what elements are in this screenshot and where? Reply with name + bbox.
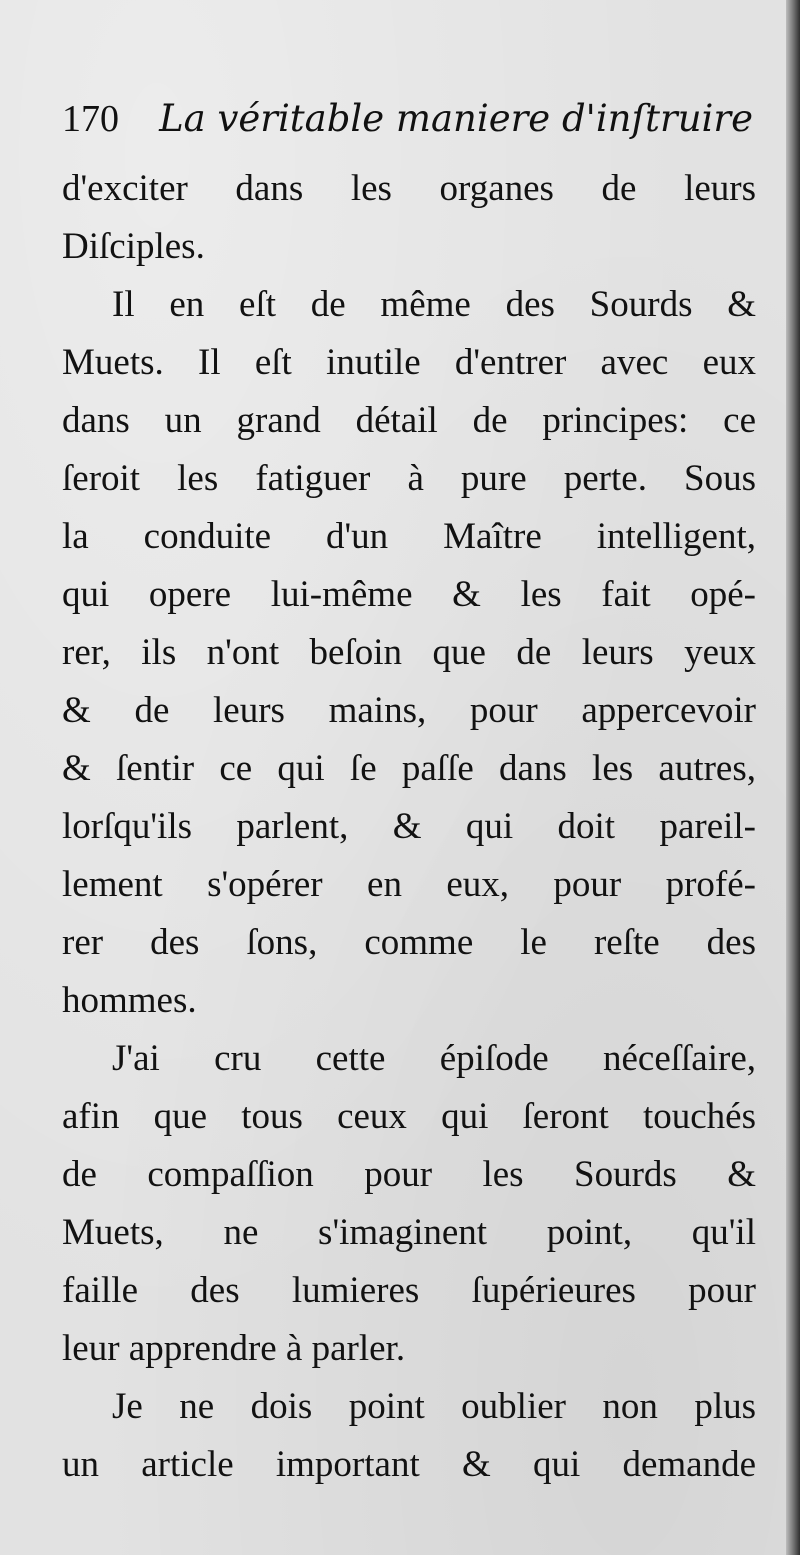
text-line: Muets, ne s'imaginent point, qu'il — [62, 1212, 756, 1253]
text-line: leur apprendre à parler. — [62, 1328, 406, 1369]
text-line: Diſciples. — [62, 226, 205, 267]
text-line: faille des lumieres ſupérieures pour — [62, 1270, 756, 1311]
page-edge-shadow — [786, 0, 800, 1555]
text-line: Il en eſt de même des Sourds & — [112, 284, 756, 325]
text-line: dans un grand détail de principes: ce — [62, 400, 756, 441]
text-line: de compaſſion pour les Sourds & — [62, 1154, 756, 1195]
text-line: & de leurs mains, pour appercevoir — [62, 690, 756, 731]
text-line: qui opere lui-même & les fait opé- — [62, 574, 756, 615]
text-line: un article important & qui demande — [62, 1444, 756, 1485]
text-line: ſeroit les fatiguer à pure perte. Sous — [62, 458, 756, 499]
text-line: rer des ſons, comme le reſte des — [62, 922, 756, 963]
text-line: la conduite d'un Maître intelligent, — [62, 516, 756, 557]
text-line: lement s'opérer en eux, pour profé- — [62, 864, 756, 905]
running-title: La véritable maniere d'inſtruire — [159, 97, 753, 140]
text-line: afin que tous ceux qui ſeront touchés — [62, 1096, 756, 1137]
text-line: Muets. Il eſt inutile d'entrer avec eux — [62, 342, 756, 383]
page-number: 170 — [62, 98, 119, 140]
text-line: d'exciter dans les organes de leurs — [62, 168, 756, 209]
text-line: J'ai cru cette épiſode néceſſaire, — [112, 1038, 756, 1079]
text-line: & ſentir ce qui ſe paſſe dans les autres, — [62, 748, 756, 789]
text-line: lorſqu'ils parlent, & qui doit pareil- — [62, 806, 756, 847]
text-line: hommes. — [62, 980, 197, 1021]
text-line: Je ne dois point oublier non plus — [112, 1386, 756, 1427]
text-line: rer, ils n'ont beſoin que de leurs yeux — [62, 632, 756, 673]
